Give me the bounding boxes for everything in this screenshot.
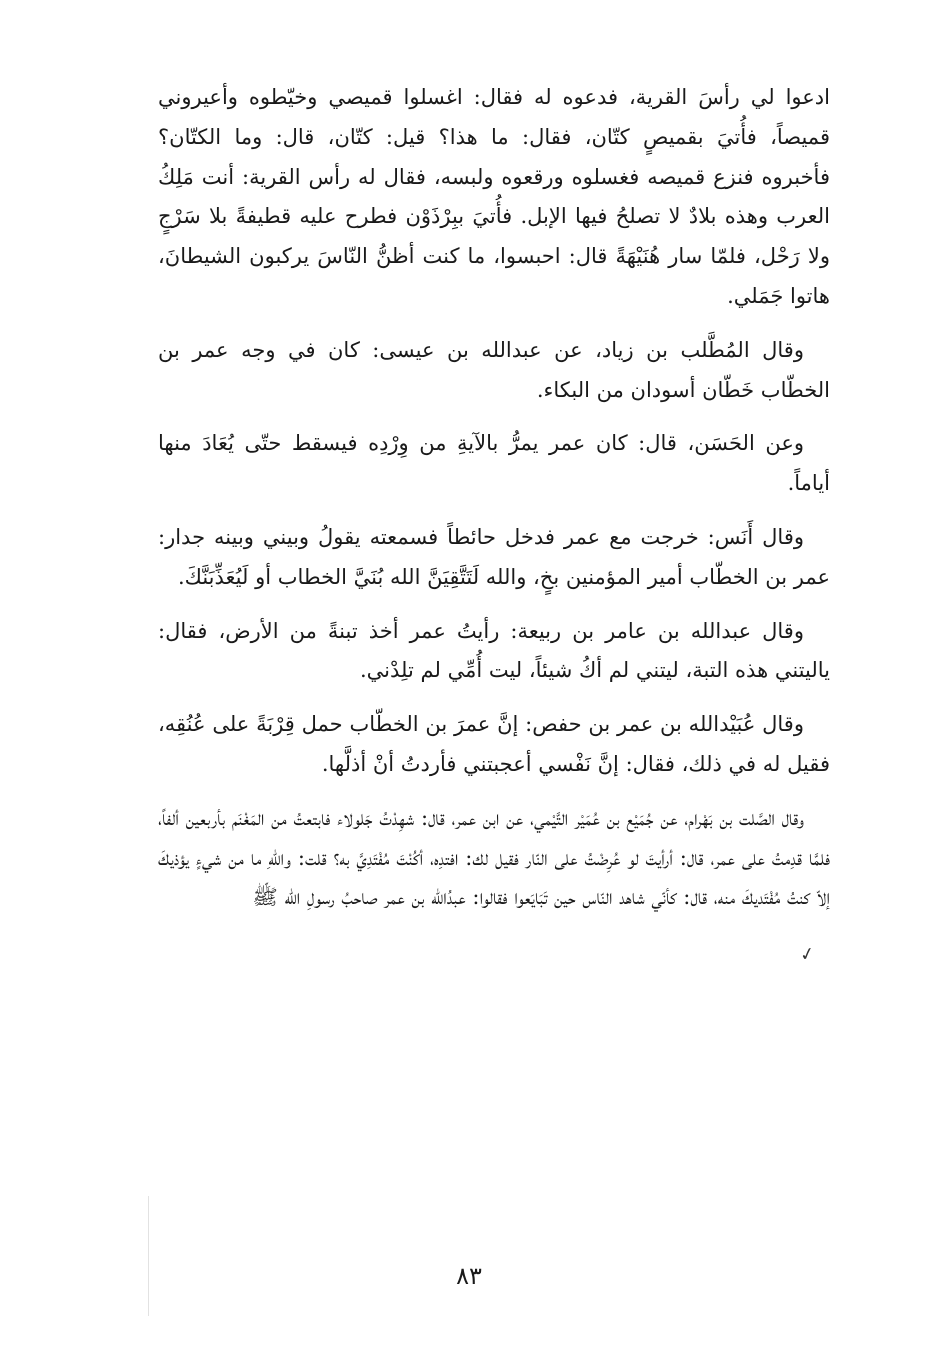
body-text bbox=[158, 78, 830, 918]
paragraph-7: وقال الصَّلت بن بَهْرام، عن جُمَيْع بن عُمَيْر التَّيْمي، عن ابن عمر، قال: شهِدْتُ جَلولاء فابتعتُ من المَغْنَم بأربعين ألفاً، فلمَّا قدِمتُ على عمر، قال: أرأيتَ لو عُرِضْتُ على النّار فقيل لك: افتدِه، أكُنْتَ مُفْتَدِيَّ به؟ قلت: واللهِ ما من شيءٍ يؤذيكَ إلاّ كنتُ مُفْتَديكَ منه، قال: كأنّي شاهد النّاس حين تَبَايَعوا فقالوا: عبدُالله بن عمر صاحبُ رسولِ الله ﷺ bbox=[158, 805, 830, 910]
paragraph-5: وقال عبدالله بن عامر بن ربيعة: رأيتُ عمر أخذ تبنةً من الأرض، فقال: ياليتني هذه التبة، ليتني لم أكُ شيئاً، ليت أُمِّي لم تلِدْني. bbox=[158, 618, 830, 683]
margin-check-mark: ✓ bbox=[797, 942, 818, 967]
page-number: ٨٣ bbox=[456, 1262, 482, 1290]
paragraph-2: وقال المُطَّلب بن زياد، عن عبدالله بن عيسى: كان في وجه عمر بن الخطّاب خَطّان أسودان من البكاء. bbox=[158, 337, 830, 402]
scan-edge-line bbox=[148, 1196, 149, 1316]
paragraph-3: وعن الحَسَن، قال: كان عمر يمرُّ بالآيةِ من وِرْدِه فيسقط حتّى يُعَادَ منها أياماً. bbox=[158, 431, 830, 496]
paragraph-6: وقال عُبَيْدالله بن عمر بن حفص: إنَّ عمرَ بن الخطّاب حمل قِرْبَةً على عُنُقِه، فقيل له في ذلك، فقال: إنَّ نَفْسي أعجبتني فأردتُ أنْ أذلَّها. bbox=[158, 712, 830, 776]
paragraph-1: ادعوا لي رأسَ القرية، فدعوه له فقال: اغسلوا قميصي وخيّطوه وأعيروني قميصاً، فأُتيَ بقميصٍ كتّان، فقال: ما هذا؟ قيل: كتّان، قال: وما الكتّان؟ فأخبروه فنزع قميصه فغسلوه ورقعوه ولبسه، فقال له رأس القرية: أنت مَلِكُ العرب وهذه بلادٌ لا تصلحُ فيها الإبل. فأُتيَ ببِرْذَوْن فطرح عليه قطيفةً بلا سَرْجٍ ولا رَحْل، فلمّا سار هُنَيْهَةً قال: احبسوا، ما كنت أظنُّ النّاسَ يركبون الشيطانَ، هاتوا جَمَلي. bbox=[158, 85, 830, 308]
paragraph-4: وقال أَنَس: خرجت مع عمر فدخل حائطاً فسمعته يقولُ وبيني وبينه جدار: عمر بن الخطّاب أمير المؤمنين بخٍ، والله لَتَتَّقِيَنَّ الله بُنَيَّ الخطاب أو لَيُعَذِّبَنَّكَ. bbox=[158, 524, 830, 589]
